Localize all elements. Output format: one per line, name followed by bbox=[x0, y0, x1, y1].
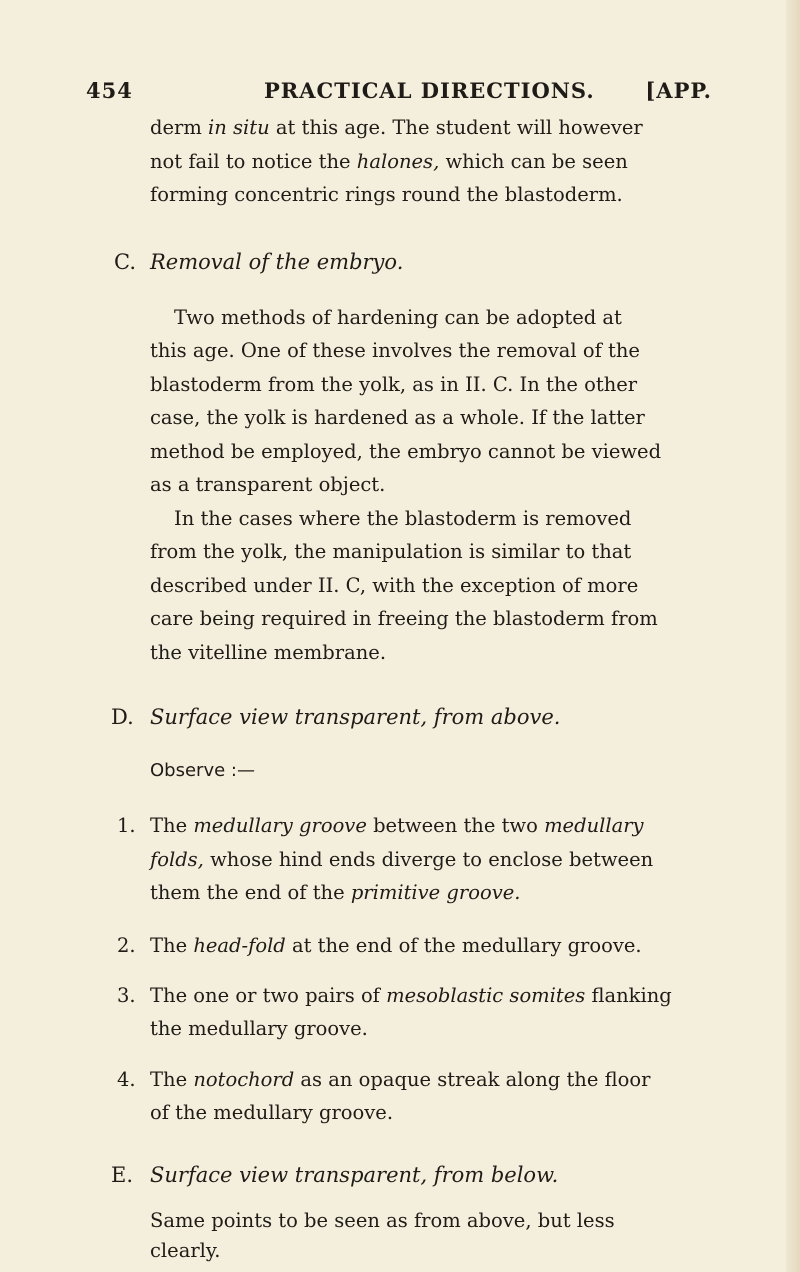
section-letter: D. bbox=[111, 705, 134, 729]
text-line: not fail to notice the halones, which can be seen bbox=[150, 150, 628, 173]
text-line: case, the yolk is hardened as a whole. If the latter bbox=[150, 406, 645, 429]
text-line: Two methods of hardening can be adopted at bbox=[174, 306, 622, 329]
item-number: 1. bbox=[117, 814, 136, 837]
section-letter: C. bbox=[114, 250, 136, 274]
section-reference: [APP. bbox=[645, 78, 712, 103]
text-line: The head-fold at the end of the medullary groove. bbox=[150, 934, 642, 957]
text-line: as a transparent object. bbox=[150, 473, 386, 496]
text-line: The notochord as an opaque streak along the floor bbox=[150, 1068, 651, 1091]
text-line: the medullary groove. bbox=[150, 1017, 368, 1040]
text-line: this age. One of these involves the removal of the bbox=[150, 339, 640, 362]
section-letter: E. bbox=[111, 1163, 134, 1187]
text-line: care being required in freeing the blastoderm from bbox=[150, 607, 658, 630]
text-line: The one or two pairs of mesoblastic somites flanking bbox=[150, 984, 672, 1007]
page-number: 454 bbox=[86, 78, 133, 103]
section-heading: Removal of the embryo. bbox=[150, 250, 404, 274]
text-line: from the yolk, the manipulation is similar to that bbox=[150, 540, 632, 563]
text-line: blastoderm from the yolk, as in II. C. In the other bbox=[150, 373, 638, 396]
section-heading: Surface view transparent, from above. bbox=[150, 705, 561, 729]
running-title: PRACTICAL DIRECTIONS. bbox=[264, 78, 595, 103]
text-line: of the medullary groove. bbox=[150, 1101, 394, 1124]
text-line: derm in situ at this age. The student will however bbox=[150, 116, 643, 139]
item-number: 3. bbox=[117, 984, 136, 1007]
text-line: described under II. C, with the exception of more bbox=[150, 574, 639, 597]
text-line: Same points to be seen as from above, but less bbox=[150, 1209, 615, 1232]
observe-label: Observe :— bbox=[150, 760, 255, 781]
item-number: 4. bbox=[117, 1068, 136, 1091]
text-line: In the cases where the blastoderm is removed bbox=[174, 507, 632, 530]
text-line: them the end of the primitive groove. bbox=[150, 881, 521, 904]
page-edge bbox=[786, 0, 800, 1272]
text-line: method be employed, the embryo cannot be viewed bbox=[150, 440, 662, 463]
text-line: clearly. bbox=[150, 1239, 221, 1262]
running-header bbox=[86, 78, 712, 108]
text-line: the vitelline membrane. bbox=[150, 641, 387, 664]
section-heading: Surface view transparent, from below. bbox=[150, 1163, 559, 1187]
text-line: folds, whose hind ends diverge to enclose between bbox=[150, 848, 654, 871]
text-line: forming concentric rings round the blastoderm. bbox=[150, 183, 623, 206]
item-number: 2. bbox=[117, 934, 136, 957]
text-line: The medullary groove between the two medullary bbox=[150, 814, 644, 837]
